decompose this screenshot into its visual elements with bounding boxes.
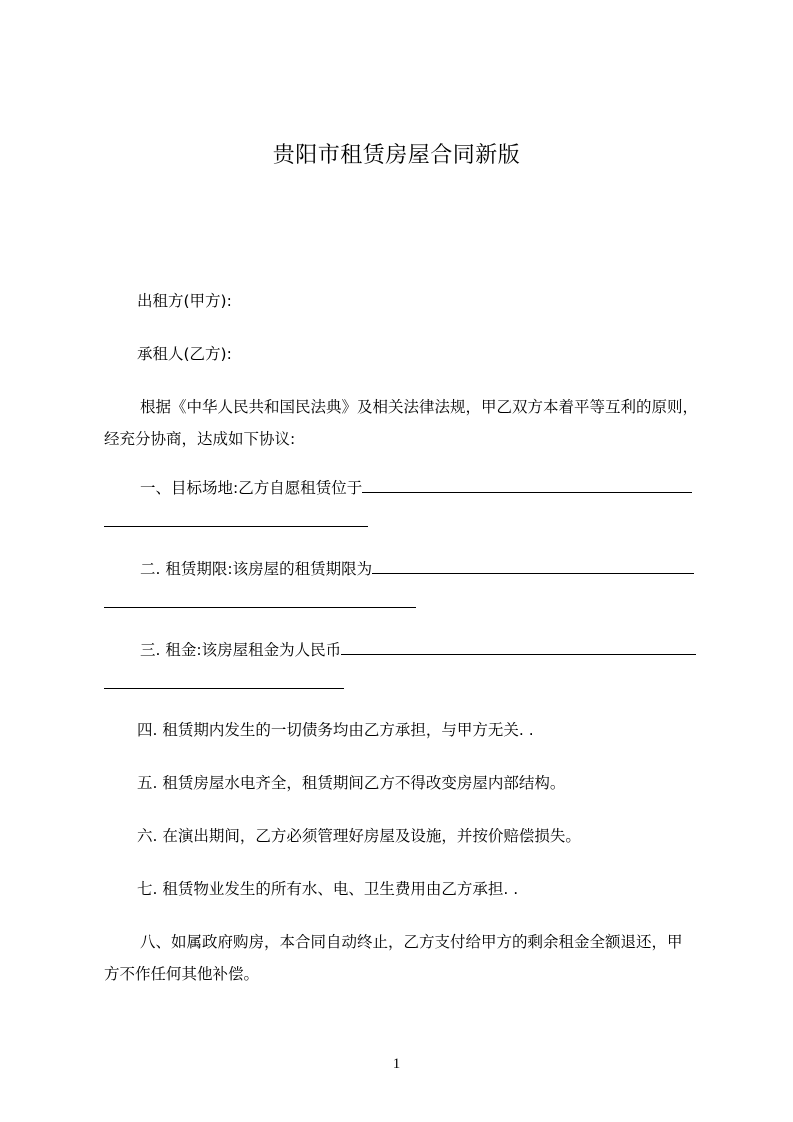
preamble-line-2: 经充分协商，达成如下协议: <box>104 430 296 448</box>
rent-amount-blank-continued <box>104 668 344 689</box>
clause-4 <box>104 714 704 746</box>
rent-amount-blank <box>341 636 696 655</box>
clause-4-text: 四. 租赁期内发生的一切债务均由乙方承担，与甲方无关. . <box>137 721 534 739</box>
clause-5 <box>104 767 704 799</box>
clause-6-text: 六. 在演出期间，乙方必须管理好房屋及设施，并按价赔偿损失。 <box>137 827 581 845</box>
clause-8 <box>104 926 704 990</box>
lease-term-blank <box>372 555 694 574</box>
clause-7 <box>104 873 704 905</box>
clause-1-text: 一、目标场地:乙方自愿租赁位于 <box>140 479 363 497</box>
clause-2 <box>104 553 704 608</box>
page-number: 1 <box>392 1056 401 1072</box>
clause-6 <box>104 820 704 852</box>
clause-8-line-1: 八、如属政府购房，本合同自动终止，乙方支付给甲方的剩余租金全额退还，甲 <box>140 933 683 951</box>
lessee-line <box>104 338 704 370</box>
lease-term-blank-continued <box>104 587 416 608</box>
lessor-label: 出租方(甲方): <box>137 292 232 310</box>
clause-3 <box>104 634 704 689</box>
location-blank-continued <box>104 506 368 527</box>
clause-3-text: 三. 租金:该房屋租金为人民币 <box>140 641 342 659</box>
preamble-line-1: 根据《中华人民共和国民法典》及相关法律法规，甲乙双方本着平等互利的原则， <box>140 398 699 416</box>
clause-8-line-2: 方不作任何其他补偿。 <box>104 965 260 983</box>
clause-2-text: 二. 租赁期限:该房屋的租赁期限为 <box>140 560 373 578</box>
clause-7-text: 七. 租赁物业发生的所有水、电、卫生费用由乙方承担. . <box>137 880 519 898</box>
location-blank <box>362 474 692 493</box>
clause-5-text: 五. 租赁房屋水电齐全，租赁期间乙方不得改变房屋内部结构。 <box>137 774 566 792</box>
lessee-label: 承租人(乙方): <box>137 345 232 363</box>
page-title: 贵阳市租赁房屋合同新版 <box>272 143 521 168</box>
clause-1 <box>104 472 704 527</box>
preamble-paragraph <box>104 391 704 455</box>
lessor-line <box>104 285 704 317</box>
